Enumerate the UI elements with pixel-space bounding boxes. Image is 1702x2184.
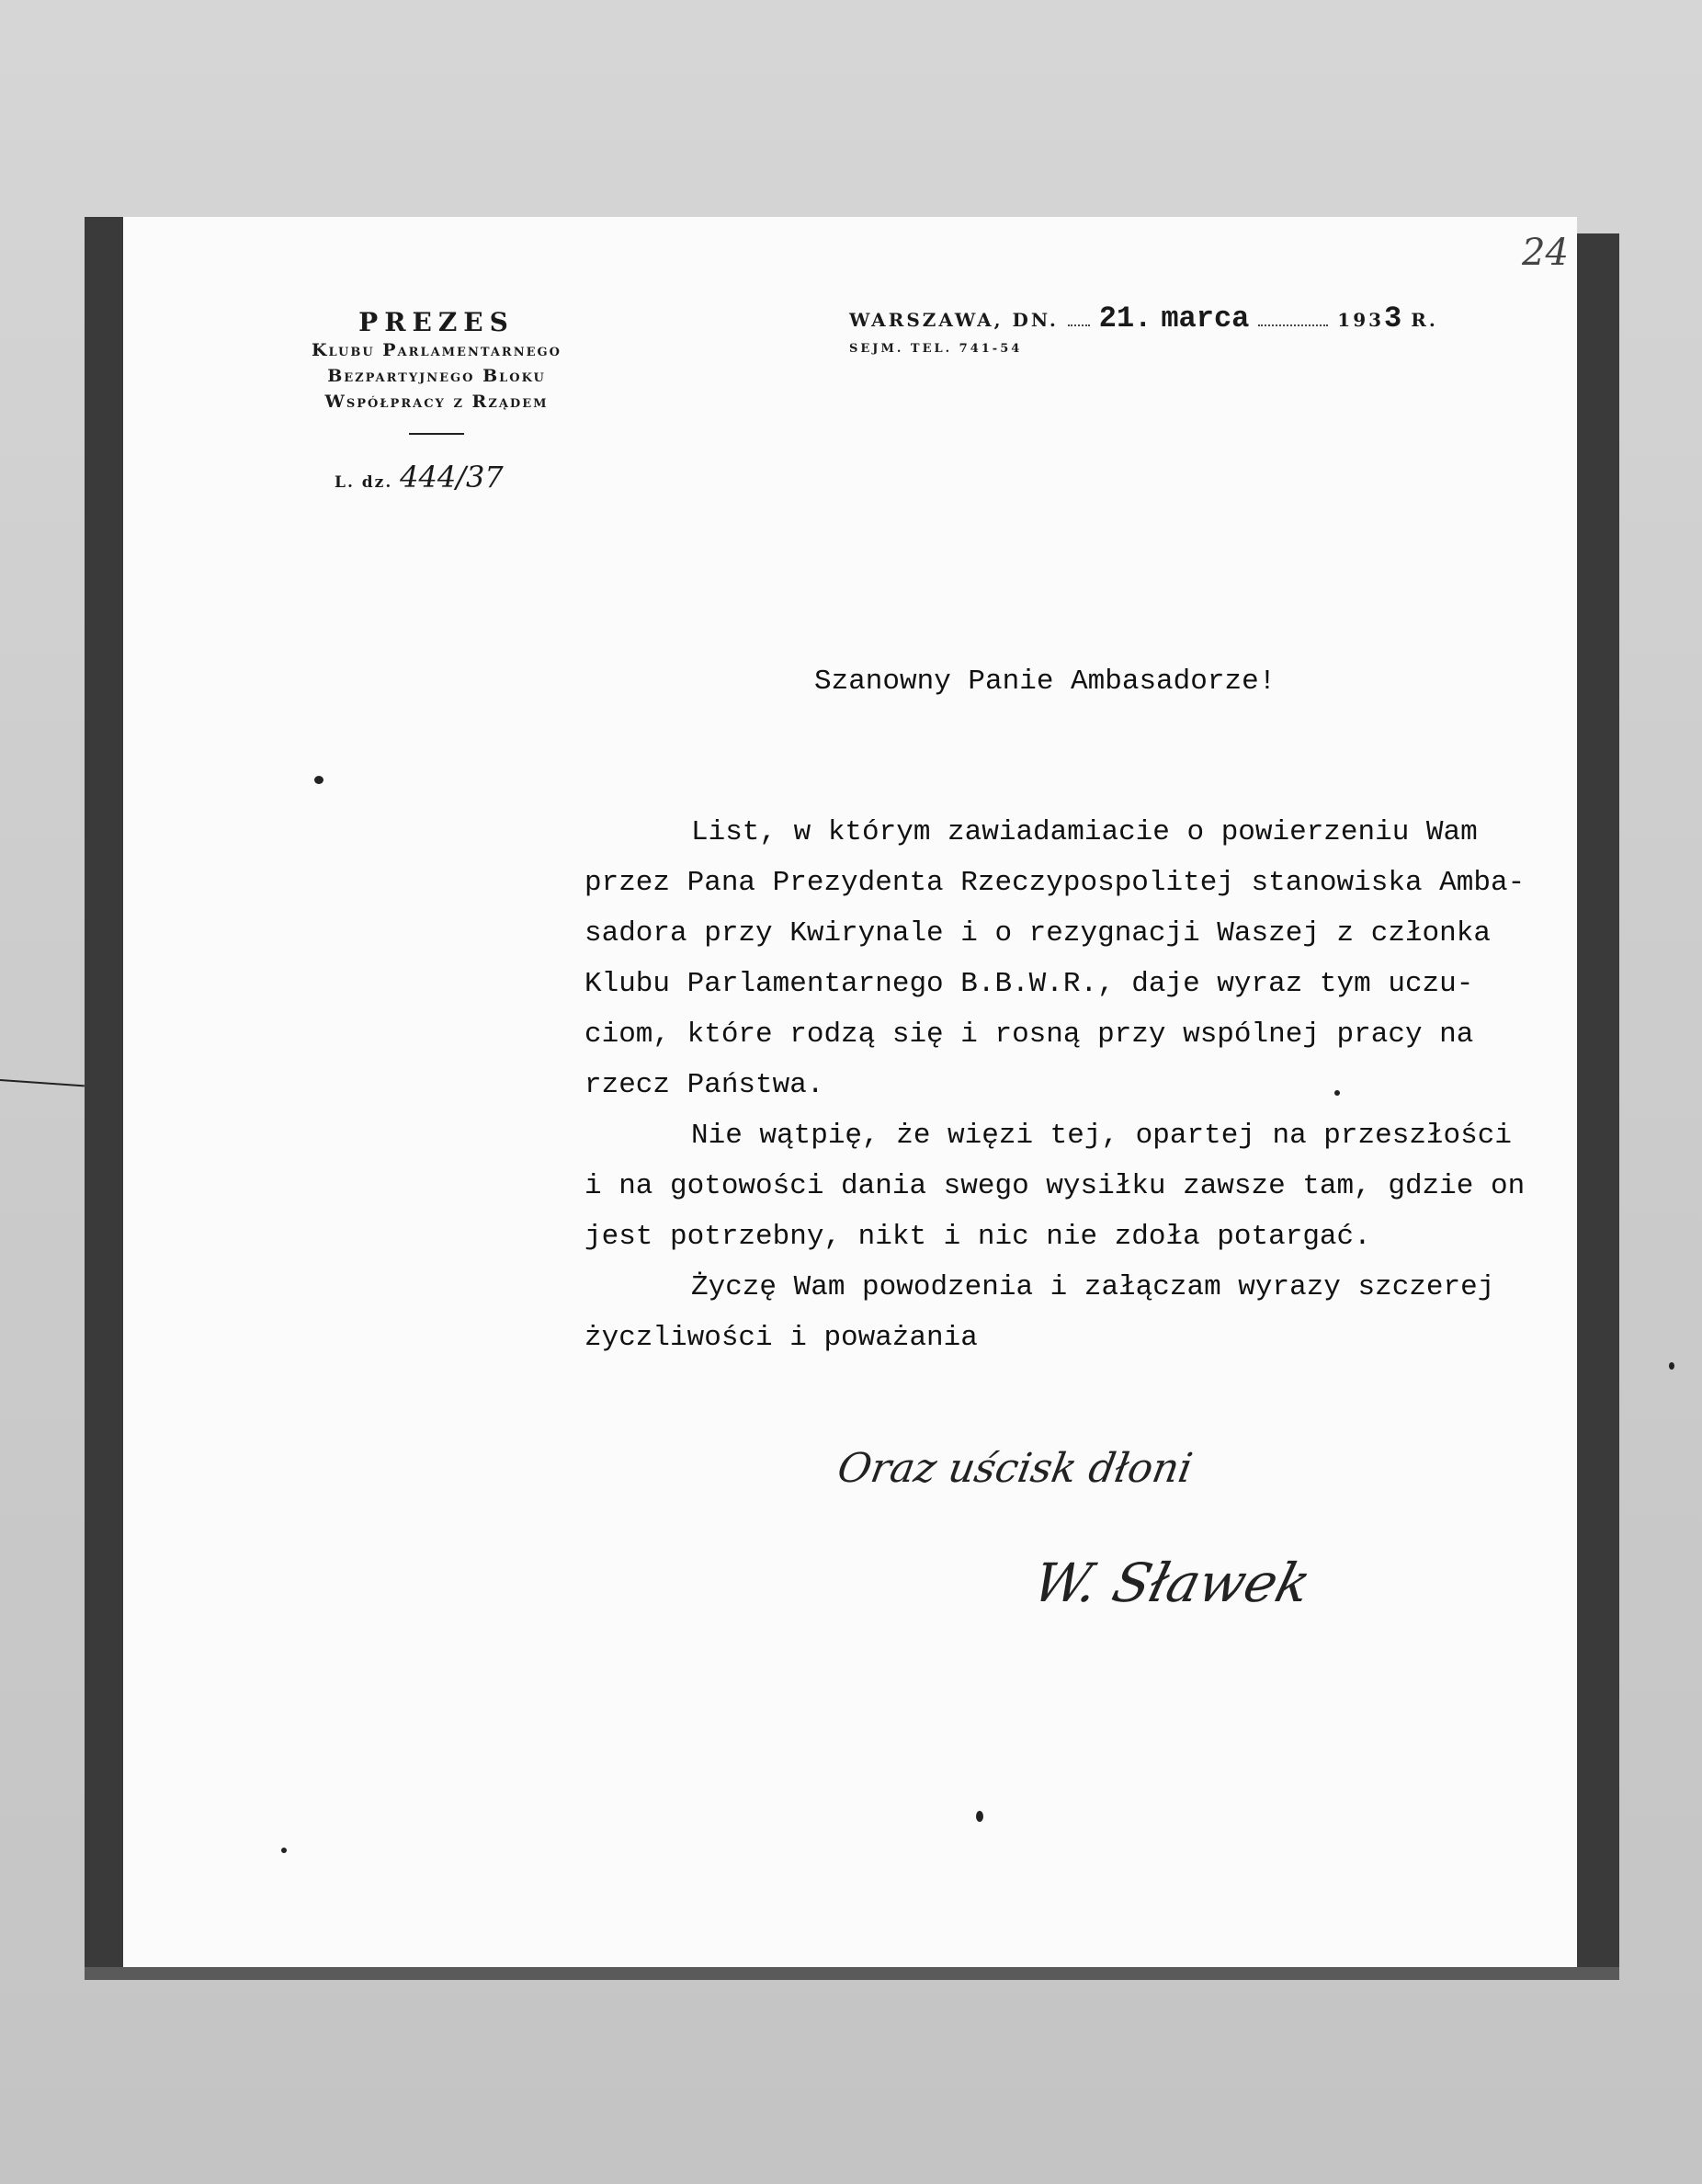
letterhead-title: PREZES [358,307,515,337]
body-line: ciom, które rodzą się i rosną przy wspólnej pracy na [584,1018,1474,1051]
body-line: Życzę Wam powodzenia i załączam wyrazy szczerej [691,1271,1495,1303]
letterhead-line-1: Klubu Parlamentarnego [312,340,562,360]
ink-speck [281,1848,287,1853]
letterhead [221,307,652,435]
handwritten-closing: Oraz uścisk dłoni [834,1445,1197,1492]
reference-number [335,460,504,495]
letter-body [584,807,1540,1363]
ink-speck [314,776,323,784]
body-line: jest potrzebny, nikt i nic nie zdoła potargać. [584,1221,1371,1253]
salutation: Szanowny Panie Ambasadorze! [814,665,1276,698]
dateline-day: 21. [1098,301,1152,336]
signature: W. Sławek [1027,1552,1318,1614]
body-line: Klubu Parlamentarnego B.B.W.R., daje wyraz tym uczu- [584,968,1474,1000]
archive-page-number: 24 [1522,232,1569,274]
body-line: Nie wątpię, że więzi tej, opartej na przeszłości [691,1120,1512,1152]
ink-speck [1669,1362,1674,1370]
body-line: i na gotowości dania swego wysiłku zawsze tam, gdzie on [584,1170,1526,1202]
letterhead-line-3: Współpracy z Rządem [324,392,549,412]
mount-edge-left [85,217,127,1980]
ink-speck [976,1811,983,1822]
telephone-line: SEJM. TEL. 741-54 [849,342,1023,356]
body-line: sadora przy Kwirynale i o rezygnacji Waszej z członka [584,917,1491,950]
reference-label: L. dz. [335,473,393,492]
dateline-suffix: R. [1411,309,1438,331]
letterhead-rule [409,433,464,435]
reference-value: 444/37 [400,460,504,495]
dateline-year-prefix: 193 [1337,309,1385,331]
dateline [849,301,1438,336]
dateline-month: marca [1161,301,1250,336]
dateline-year-suffix: 3 [1384,301,1402,336]
mount-edge-right [1577,233,1619,1980]
dateline-city: WARSZAWA, DN. [849,309,1059,331]
body-line: rzecz Państwa. [584,1069,824,1101]
body-line: życzliwości i poważania [584,1322,978,1354]
body-line: List, w którym zawiadamiacie o powierzeniu Wam [691,816,1478,848]
mount-edge-bottom [85,1967,1619,1980]
ink-speck [1334,1090,1340,1096]
body-line: przez Pana Prezydenta Rzeczypospolitej stanowiska Amba- [584,867,1526,899]
letterhead-line-2: Bezpartyjnego Bloku [327,366,546,386]
